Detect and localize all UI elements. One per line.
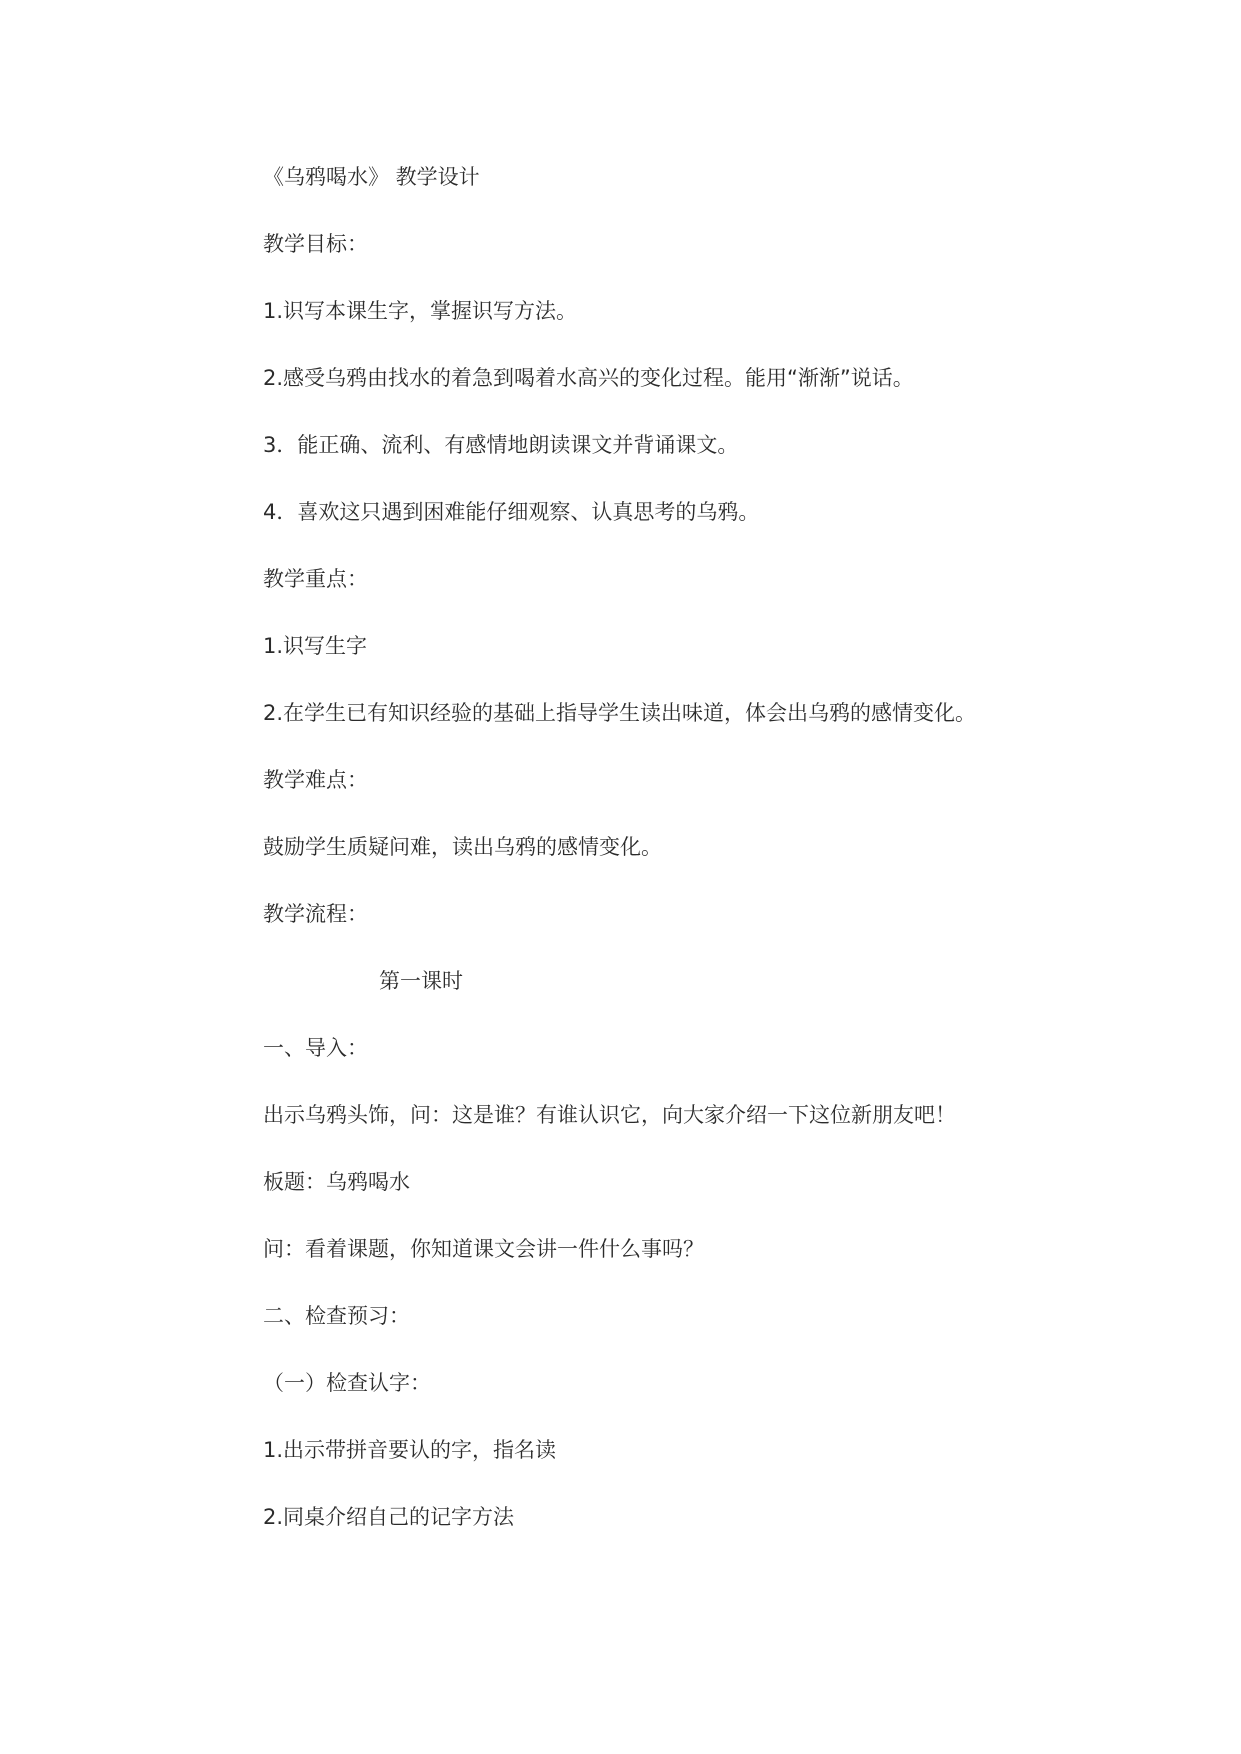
- step-heading-preview-check: 二、检查预习：: [263, 1304, 410, 1328]
- board-title-text: 板题：乌鸦喝水: [263, 1170, 410, 1194]
- objective-item-2: 2.感受乌鸦由找水的着急到喝着水高兴的变化过程。能用“渐渐”说话。: [263, 366, 914, 390]
- substep-item-1: 1.出示带拼音要认的字，指名读: [263, 1438, 557, 1462]
- difficulty-text: 鼓励学生质疑问难，读出乌鸦的感情变化。: [263, 835, 662, 859]
- key-point-item-1: 1.识写生字: [263, 634, 368, 658]
- objective-item-4: 4．喜欢这只遇到困难能仔细观察、认真思考的乌鸦。: [263, 500, 760, 524]
- document-title: 《乌鸦喝水》 教学设计: [263, 165, 480, 189]
- objective-item-1: 1.识写本课生字，掌握识写方法。: [263, 299, 578, 323]
- introduction-text: 出示乌鸦头饰，问：这是谁？有谁认识它，向大家介绍一下这位新朋友吧！: [263, 1103, 956, 1127]
- lesson-period-heading: 第一课时: [379, 969, 463, 993]
- objective-item-3: 3．能正确、流利、有感情地朗读课文并背诵课文。: [263, 433, 739, 457]
- key-point-item-2: 2.在学生已有知识经验的基础上指导学生读出味道，体会出乌鸦的感情变化。: [263, 701, 977, 725]
- section-heading-difficulties: 教学难点：: [263, 768, 368, 792]
- question-text: 问：看着课题，你知道课文会讲一件什么事吗？: [263, 1237, 704, 1261]
- substep-item-2: 2.同桌介绍自己的记字方法: [263, 1505, 515, 1529]
- section-heading-process: 教学流程：: [263, 902, 368, 926]
- section-heading-key-points: 教学重点：: [263, 567, 368, 591]
- step-heading-introduction: 一、导入：: [263, 1036, 368, 1060]
- section-heading-teaching-objectives: 教学目标：: [263, 232, 368, 256]
- substep-heading-character-check: （一）检查认字：: [263, 1371, 431, 1395]
